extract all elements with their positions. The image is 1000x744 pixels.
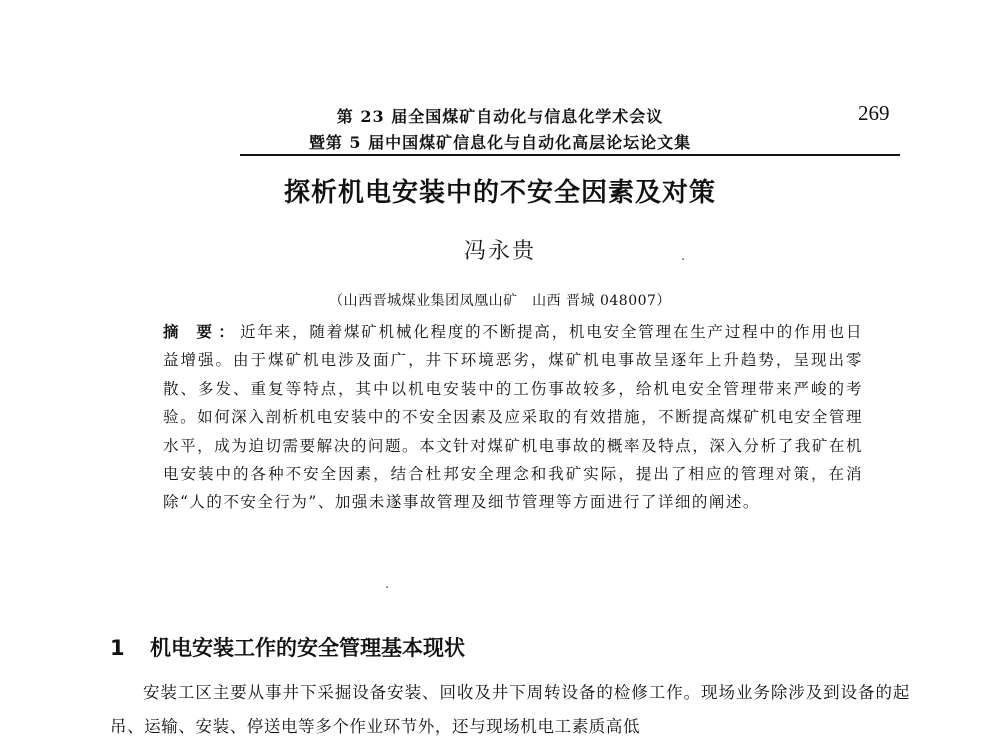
running-head-line2: 暨第 5 届中国煤矿信息化与自动化高层论坛论文集	[308, 133, 692, 152]
author-name: 冯永贵	[463, 239, 536, 264]
abstract-text: 近年来，随着煤矿机械化程度的不断提高，机电安全管理在生产过程中的作用也日益增强。由于煤矿机电涉及面广，井下环境恶劣，煤矿机电事故呈逐年上升趋势，呈现出零散、多发、重复等特点，其中以机电安装中的工伤事故较多，给机电安全管理带来严峻的考验。如何深入剖析机电安装中的不安全因素及应采取的有效措施，不断提高煤矿机电安全管理水平，成为迫切需要解决的问题。本文针对煤矿机电事故的概率及特点，深入分析了我矿在机电安装中的各种不安全因素，结合杜邦安全理念和我矿实际，提出了相应的管理对策，在消除“人的不安全行为”、加强未遂事故管理及细节管理等方面进行了详细的阐述。	[163, 323, 863, 512]
running-head-line1: 第 23 届全国煤矿自动化与信息化学术会议	[336, 107, 664, 126]
header-rule	[240, 154, 900, 156]
section-number: 1	[110, 636, 125, 660]
abstract-label: 摘 要：	[163, 323, 241, 341]
paper-title: 探析机电安装中的不安全因素及对策	[283, 178, 716, 208]
author-affiliation: （山西晋城煤业集团凤凰山矿 山西 晋城 048007）	[329, 293, 671, 309]
scan-speck	[682, 258, 684, 260]
abstract	[163, 318, 863, 517]
body-paragraph: 安装工区主要从事井下采掘设备安装、回收及井下周转设备的检修工作。现场业务除涉及到设备的起吊、运输、安装、停送电等多个作业环节外，还与现场机电工素质高低	[110, 683, 910, 736]
section-title: 机电安装工作的安全管理基本现状	[150, 636, 465, 660]
section-heading	[110, 632, 465, 662]
scan-speck	[386, 586, 388, 588]
page-number: 269	[858, 101, 890, 125]
